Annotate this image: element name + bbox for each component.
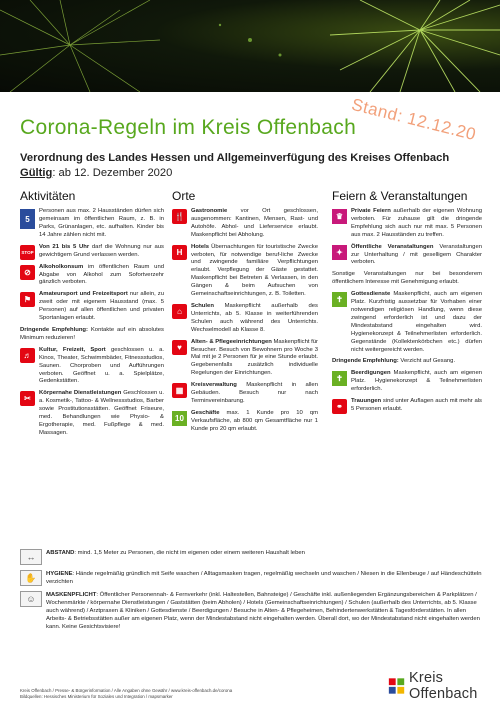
general-rule-row	[20, 570, 482, 586]
note-rest: Kontakte auf ein absolutes Minimum reduzieren!	[20, 326, 164, 341]
note-rest: Verzicht auf Gesang.	[398, 358, 456, 365]
rule-item	[332, 370, 482, 394]
rule-item	[20, 291, 164, 323]
validity-date: : ab 12. Dezember 2020	[52, 167, 173, 179]
event-icon: ✦	[332, 245, 347, 260]
rule-item	[332, 291, 482, 354]
pine-needles-image	[0, 0, 500, 92]
rule-bold: Trauungen	[351, 398, 382, 405]
rule-text	[191, 382, 318, 406]
rule-item	[172, 410, 318, 434]
hand-washing-icon: ✋	[20, 570, 42, 586]
recommendation-note	[332, 358, 482, 366]
rule-text	[39, 291, 164, 323]
rule-text	[191, 303, 318, 335]
rule-bold: Alten- & Pflegeeinrichtungen	[191, 338, 272, 345]
rule-text	[351, 208, 482, 240]
rule-rest: Veranstaltungen zur Unterhaltung / mit geselligem Charakter verboten.	[351, 243, 483, 266]
rule-rest: im öffentlichen Raum und Abgabe von Alkohol zum Sofortverzehr gänzlich verboten.	[39, 263, 164, 286]
school-icon: ⌂	[172, 304, 187, 319]
rule-bold: Alkoholkonsum	[39, 263, 84, 270]
validity-label: Gültig	[20, 167, 53, 179]
rule-bold: Hotels	[191, 243, 210, 250]
rule-text: Personen aus max. 2 Hausständen dürfen sich gemeinsam im öffentlichen Raum, z. B. in Parks, Grünanlagen, etc. aufhalten. Kinder bis 14 Jahre zählen nicht mit.	[39, 208, 164, 238]
scissors-icon: ✂	[20, 391, 35, 406]
rule-rest: außerhalb der eigenen Wohnung verboten. Für zuhause gilt die dringende Empfehlung sich auch nur mit max. 5 Personen aus max. 2 Hausständen zu treffen.	[351, 208, 482, 238]
rule-rest: : Öffentlicher Personennah- & Fernverkehr (inkl. Haltestellen, Bahnsteige) / Geschäfte inkl. außenliegenden Ergänzungsbereichen & Parkplätzen / Wochenmärkte / körpernahe Dienstleistungen / Gaststätten (beim Abholen) / Hotels (Gemeinschaftseinrichtungen) / Schulen (außerhalb des Unterrichts, ab 5. Klasse auch während) / Arztpraxen & Kliniken / Gottesdienste / Beerdigungen / Besuche in Alten- & Pflegeheimen, Behindertenwerkstätten & Tagesförderstätten. In allen Arbeits- & Betriebsstätten außer am eigenen Platz, wenn der Mindestabstand nicht eingehalten werden. Überall dort, wo der Mindestabstand nicht eingehalten werden kann. Keine Gesichtsvisiere!	[46, 592, 480, 630]
rule-rest: Maskenpflicht in allen Gebäuden. Besuch nur nach Terminvereinbarung.	[191, 382, 318, 404]
rule-item	[20, 264, 164, 288]
logo-text: Kreis Offenbach	[409, 670, 478, 702]
general-rule-text	[46, 570, 482, 586]
rule-bold: Gastronomie	[191, 208, 228, 214]
general-rule-text	[46, 549, 305, 565]
rule-rest: nur allein, zu zweit oder mit eigenem Hausstand (max. 5 Personen) auf allen öffentlichen und privaten Sportanlagen erlaubt.	[39, 291, 164, 322]
footer-line: Kreis Offenbach / Presse- & Bürgerinformation / Alle Angaben ohne Gewähr / www.kreis-offenbach.de/corona	[20, 688, 233, 693]
rule-rest: sind unter Auflagen auch mit mehr als 5 Personen erlaubt.	[351, 398, 482, 412]
mask-icon: ☺	[20, 591, 42, 607]
rule-text	[39, 264, 164, 288]
rule-text	[351, 398, 482, 414]
rule-item	[20, 347, 164, 387]
general-rule-row	[20, 549, 482, 565]
page-subtitle: Verordnung des Landes Hessen und Allgemeinverfügung des Kreises Offenbach	[20, 152, 450, 164]
stop-sign-icon: STOP	[20, 245, 35, 260]
wedding-rings-icon: ⚭	[332, 399, 347, 414]
rule-rest: Geschlossen u. a. Kosmetik-, Tattoo- & Wellnessstudios, Barber sowie Prostitutionsstätten. Geöffnet Friseure, med. Behandlungen wie Physio- & Ergotherapie, med. Fußpflege & med. Massagen.	[39, 390, 164, 436]
recommendation-note	[20, 327, 164, 343]
rule-item	[20, 244, 164, 260]
footer-credits	[20, 688, 232, 700]
rule-bold: Private Feiern	[351, 208, 391, 214]
funeral-icon: ✝	[332, 371, 347, 386]
column-feiern	[332, 189, 482, 418]
rule-bold: MASKENPFLICHT	[46, 592, 97, 598]
rule-item	[20, 390, 164, 437]
church-icon: ✝	[332, 292, 347, 307]
rule-bold: Amateursport und Freizeitsport	[39, 291, 128, 298]
rule-item	[332, 244, 482, 268]
note-bold: Dringende Empfehlung:	[20, 326, 88, 333]
care-home-icon: ♥	[172, 340, 187, 355]
rule-rest: Maskenpflicht, auch am eigenen Platz. Hygienekonzept & Teilnehmerlisten erforderlich.	[351, 370, 482, 393]
administration-building-icon: ▦	[172, 383, 187, 398]
note-bold: Dringende Empfehlung:	[332, 358, 399, 365]
culture-icon: ♬	[20, 348, 35, 363]
events-note: Sonstige Veranstaltungen nur bei besonderem öffentlichem Interesse mit Genehmigung erlaubt.	[332, 271, 482, 286]
rule-bold: Öffentliche Veranstaltungen	[351, 243, 434, 250]
distance-icon: ↔	[20, 549, 42, 565]
rule-rest: vor Ort geschlossen, ausgenommen: Kantinen, Mensen, Rast- und Autohöfe. Abhol- und Lieferservice erlaubt. Maskenpflicht bei Abholung.	[191, 208, 318, 238]
footer-line: Bildquellen: Hessisches Ministerium für Soziales und Integration / mapsmarker	[20, 694, 173, 699]
rule-bold: Gottesdienste	[351, 291, 391, 298]
column-heading-feiern: Feiern & Veranstaltungen	[332, 189, 468, 203]
rule-text	[39, 244, 164, 260]
column-heading-orte: Orte	[172, 189, 196, 203]
rule-rest: max. 1 Kunde pro 10 qm Verkaufsfläche, ab 800 qm Gesamtfläche nur 1 Kunde pro 20 qm erlaubt.	[191, 409, 318, 432]
header-banner-image	[0, 0, 500, 92]
restaurant-icon: 🍴	[172, 209, 187, 224]
general-rule-text	[46, 591, 482, 631]
rule-text	[39, 347, 164, 387]
rule-item	[172, 208, 318, 240]
column-orte	[172, 189, 318, 438]
party-icon: ♛	[332, 209, 347, 224]
sport-icon: ⚑	[20, 292, 35, 307]
rule-item	[172, 382, 318, 406]
rule-bold: Kultur, Freizeit, Sport	[39, 346, 106, 353]
kreis-offenbach-logo	[388, 670, 500, 702]
rule-rest: : mind. 1,5 Meter zu Personen, die nicht im eigenen oder einem weiteren Haushalt leben	[74, 550, 305, 556]
rule-rest: geschlossen u. a. Kinos, Theater, Schwimmbäder, Fitnessstudios, Saunen. Chorproben und Aufführungen verboten. Geöffnet u. a. Spielplätze, Gedenkstätten.	[39, 346, 164, 385]
general-rule-row	[20, 591, 482, 631]
rule-rest: : Hände regelmäßig gründlich mit Seife waschen / Alltagsmasken tragen, regelmäßig wechseln und waschen / Niesen in die Ellenbeuge / auf Händeschütteln verzichten	[46, 571, 482, 585]
rule-bold: Geschäfte	[191, 409, 220, 416]
rule-bold: Körpernahe Dienstleistungen	[39, 390, 122, 397]
rule-text	[191, 244, 318, 299]
general-rules	[20, 549, 482, 636]
five-persons-icon: 5	[20, 209, 35, 229]
rule-text	[39, 390, 164, 437]
rule-rest: Maskenpflicht, auch am eigenen Platz. Kurzfristig aussetzbar für Vorhaben einer notwendigen religiösen Handlung, wenn diese zwingend erforderlich ist und dazu der Mindestabstand eingehalten wird. Hygienekonzept & Teilnehmerlisten erforderlich. Gegenstände (Kollektenkörbchen etc.) dürfen nicht weitergereicht werden.	[351, 291, 482, 353]
rule-rest: darf die Wohnung nur aus gewichtigem Grund verlassen werden.	[39, 243, 165, 258]
rule-rest: Maskenpflicht für Besucher. Besuch von Bewohnern pro Woche 3 Mal mit je 2 Personen für je eine Stunde erlaubt. Gegebenenfalls zusätzlich individuelle Regelungen der Einrichtungen.	[191, 338, 319, 377]
page-title: Corona-Regeln im Kreis Offenbach	[20, 116, 357, 139]
rule-rest: Übernachtungen für touristische Zwecke verboten, für notwendige beruf-liche Zwecke und zwingende familiäre Verpflichtungen erlaubt. Verpflegung der Gäste gestattet. Maskenpflicht bei Betreten & Verlassen, in den Gängen & beim Aufsuchen von Gemeinschaftseinrichtungen, z. B. Toiletten.	[191, 243, 318, 298]
column-aktivitaeten	[20, 189, 164, 442]
rule-item	[172, 303, 318, 335]
rule-text	[191, 339, 318, 379]
rule-text	[191, 410, 318, 434]
rule-bold: Von 21 bis 5 Uhr	[39, 243, 90, 250]
rule-item	[20, 208, 164, 240]
stand-stamp: Stand: 12.12.20	[350, 94, 479, 145]
hotel-icon: H	[172, 245, 187, 260]
logo-mark-icon	[388, 676, 405, 696]
column-heading-aktivitaeten: Aktivitäten	[20, 189, 76, 203]
ten-sqm-icon: 10	[172, 411, 187, 426]
rule-item	[172, 339, 318, 379]
rule-text	[351, 291, 482, 354]
rule-bold: ABSTAND	[46, 550, 75, 556]
rule-bold: Schulen	[191, 302, 214, 309]
rule-bold: HYGIENE	[46, 571, 73, 577]
no-alcohol-icon: ⊘	[20, 265, 35, 280]
rule-bold: Kreisverwaltung	[191, 382, 237, 389]
rule-item	[332, 208, 482, 240]
rule-item	[172, 244, 318, 299]
rule-rest: Maskenpflicht außerhalb des Unterrichts, ab 5. Klasse in weiterführenden Schulen auch während des Unterrichts. Wechselmodell ab Klasse 8.	[191, 302, 318, 333]
rule-item	[332, 398, 482, 414]
validity-line	[20, 167, 172, 179]
rule-text	[351, 370, 482, 394]
rule-bold: Beerdigungen	[351, 370, 391, 377]
rule-text	[191, 208, 318, 240]
rule-text	[351, 244, 482, 268]
